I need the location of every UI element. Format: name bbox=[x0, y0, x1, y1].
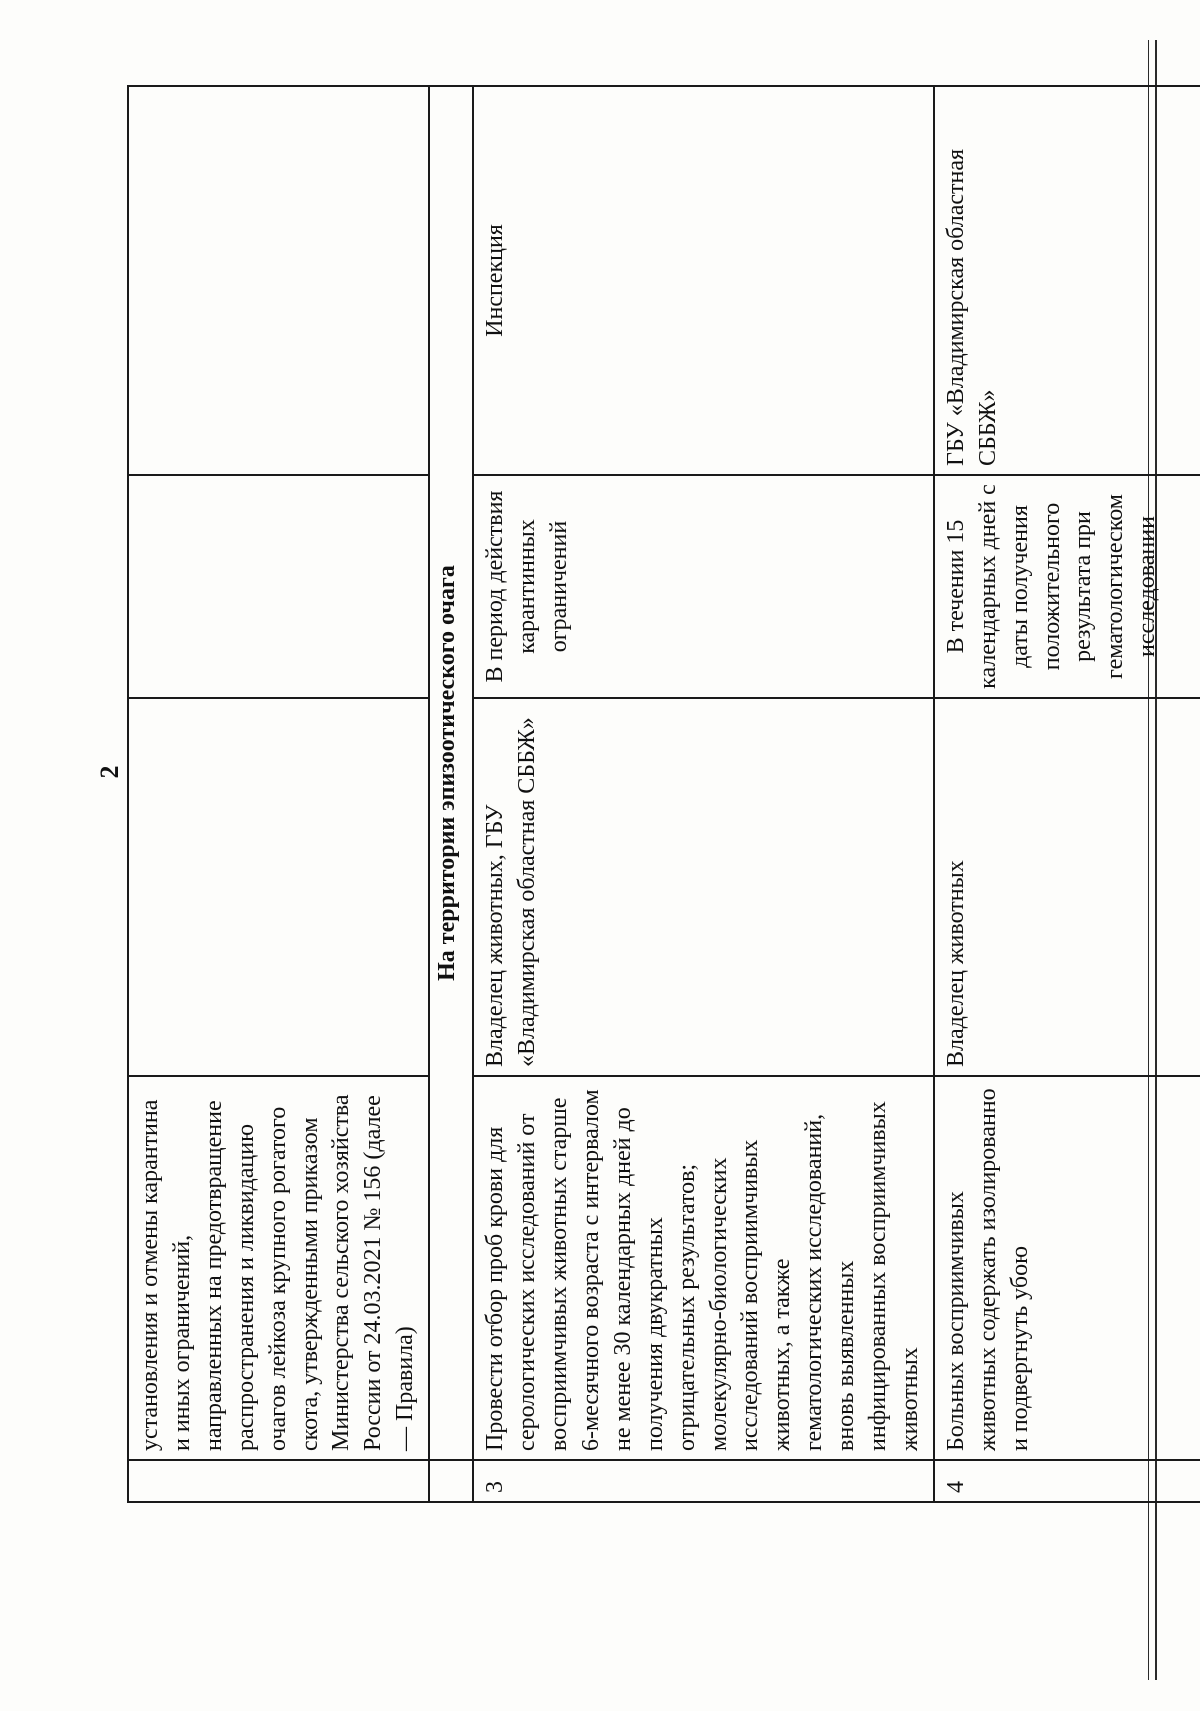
cell-term: В течении 15 календарных дней с даты получения положительного результата при гематологическом исследовании bbox=[934, 475, 1200, 698]
cell-responsible: Владелец животных, ГБУ «Владимирская областная СББЖ» bbox=[473, 698, 934, 1076]
table-container bbox=[127, 87, 1161, 1503]
cell-term bbox=[128, 475, 429, 698]
cell-control: ГБУ «Владимирская областная СББЖ» bbox=[934, 86, 1200, 475]
cell-number: 3 bbox=[473, 1460, 934, 1502]
cell-number bbox=[128, 1460, 429, 1502]
cell-control bbox=[128, 86, 429, 475]
cell-control: Инспекция bbox=[473, 86, 934, 475]
cell-responsible: Владелец животных bbox=[934, 698, 1200, 1076]
section-title: На территории эпизоотического очага bbox=[429, 86, 473, 1460]
cell-term: В период действия карантинных ограничений bbox=[473, 475, 934, 698]
cell-number bbox=[429, 1460, 473, 1502]
page-number: 2 bbox=[95, 765, 124, 779]
cell-action: Провести отбор проб крови для серологических исследований от восприимчивых животных старше 6-месячного возраста с интервалом не менее 30 календарных дней до получения двукратных отрицательных результатов; молекулярно-биологических исследований восприимчивых животных, а также гематологических исследований, вновь выявленных инфицированных восприимчивых животных bbox=[473, 1076, 934, 1460]
cell-responsible bbox=[128, 698, 429, 1076]
table-row bbox=[473, 86, 934, 1502]
cell-number: 4 bbox=[934, 1460, 1200, 1502]
cell-action: установления и отмены карантина и иных ограничений, направленных на предотвращение распространения и ликвидацию очагов лейкоза крупного рогатого скота, утвержденными приказом Министерства сельского хозяйства России от 24.03.2021 № 156 (далее — Правила) bbox=[128, 1076, 429, 1460]
section-row bbox=[429, 86, 473, 1502]
table-row bbox=[128, 86, 429, 1502]
measures-table bbox=[127, 85, 1200, 1503]
table-row bbox=[934, 86, 1200, 1502]
cell-action: Больных восприимчивых животных содержать изолированно и подвергнуть убою bbox=[934, 1076, 1200, 1460]
